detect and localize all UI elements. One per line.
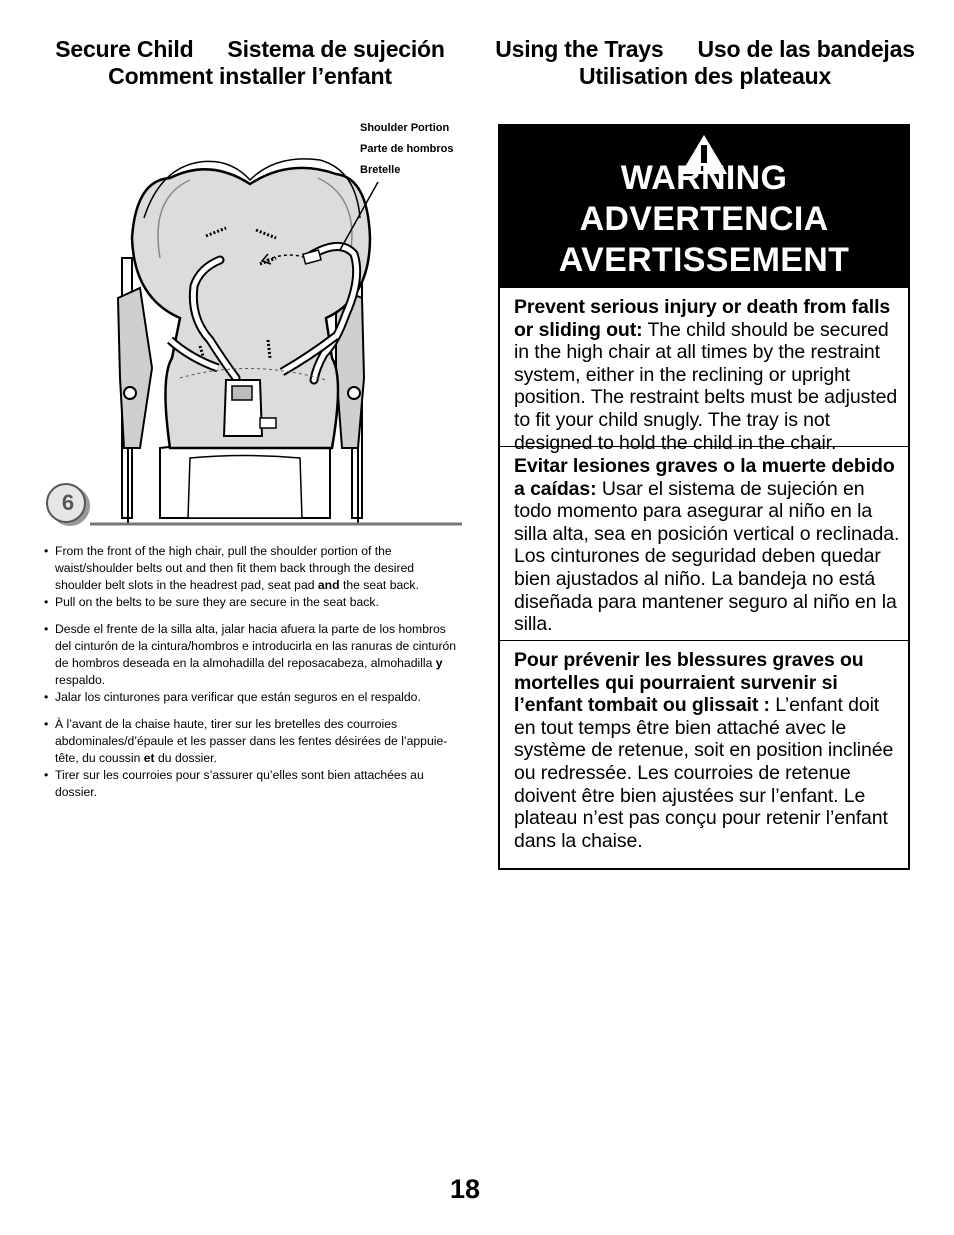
warning-text-french: Pour prévenir les blessures graves ou mortelles qui pourraient survenir si l’enfant tombait ou glissait : L’enfant doit en tout temps être bien attaché avec le système de retenue, soit en position inclinée ou redressée. Les courroies de retenue doivent être bien ajustées sur l’enfant. Le plateau n’est pas conçu pour retenir l’enfant dans la chaise. bbox=[500, 640, 908, 858]
warning-text-english: Prevent serious injury or death from falls or sliding out: The child should be secured in the high chair at all times by the restraint system, either in the reclining or upright position. The restraint belts must be adjusted to fit your child snugly. The tray is not designed to hold the child in the chair. bbox=[514, 296, 898, 454]
instructions-french bbox=[44, 716, 464, 801]
heading-spanish: Uso de las bandejas bbox=[697, 36, 915, 62]
section-heading-using-trays bbox=[490, 36, 920, 90]
callout-english: Shoulder Portion bbox=[360, 122, 450, 134]
list-item: • Tirer sur les courroies pour s’assurer qu’elles sont bien attachées au dossier. bbox=[44, 767, 464, 801]
list-item: • From the front of the high chair, pull the shoulder portion of the waist/shoulder belts out and then fit them back through the desired shoulder belt slots in the headrest pad, seat pad and the seat back. bbox=[44, 543, 464, 594]
warning-text-spanish: Evitar lesiones graves o la muerte debido a caídas: Usar el sistema de sujeción en todo momento para asegurar al niño en la silla alta, sea en posición vertical o reclinada. Los cinturones de seguridad deben quedar bien ajustados al niño. La bandeja no está diseñada para mantener seguro al niño en la silla. bbox=[500, 446, 908, 640]
warning-title-french: AVERTISSEMENT bbox=[558, 241, 850, 279]
heading-english: Using the Trays bbox=[495, 36, 664, 62]
warning-header bbox=[500, 126, 908, 288]
heading-french: Utilisation des plateaux bbox=[578, 63, 832, 89]
heading-french: Comment installer l’enfant bbox=[108, 63, 392, 89]
high-chair-illustration bbox=[40, 118, 470, 538]
heading-spanish: Sistema de sujeción bbox=[227, 36, 445, 62]
list-item: • Pull on the belts to be sure they are secure in the seat back. bbox=[44, 594, 464, 611]
list-item: • Desde el frente de la silla alta, jalar hacia afuera la parte de los hombros del cinturón de la cintura/hombros e introducirla en las ranuras de cinturón de hombros deseada en la almohadilla del reposacabeza, almohadilla y respaldo. bbox=[44, 621, 464, 689]
callout-french: Bretelle bbox=[360, 164, 401, 176]
page-number: 18 bbox=[450, 1174, 481, 1204]
warning-title-english: WARNING bbox=[620, 159, 788, 197]
list-item: • À l’avant de la chaise haute, tirer sur les bretelles des courroies abdominales/d’épaule et les passer dans les fentes désirées de l’appuie-tête, du coussin et du dossier. bbox=[44, 716, 464, 767]
step-number: 6 bbox=[61, 490, 75, 515]
section-heading-secure-child bbox=[40, 36, 460, 90]
list-item: • Jalar los cinturones para verificar que están seguros en el respaldo. bbox=[44, 689, 464, 706]
heading-english: Secure Child bbox=[55, 36, 194, 62]
instructions bbox=[44, 543, 464, 811]
warning-title bbox=[500, 158, 908, 281]
instructions-spanish bbox=[44, 621, 464, 706]
warning-box bbox=[498, 124, 910, 870]
instructions-english bbox=[44, 543, 464, 611]
warning-title-spanish: ADVERTENCIA bbox=[579, 200, 829, 238]
callout-spanish: Parte de hombros bbox=[360, 143, 454, 155]
armrest-left bbox=[118, 288, 152, 448]
